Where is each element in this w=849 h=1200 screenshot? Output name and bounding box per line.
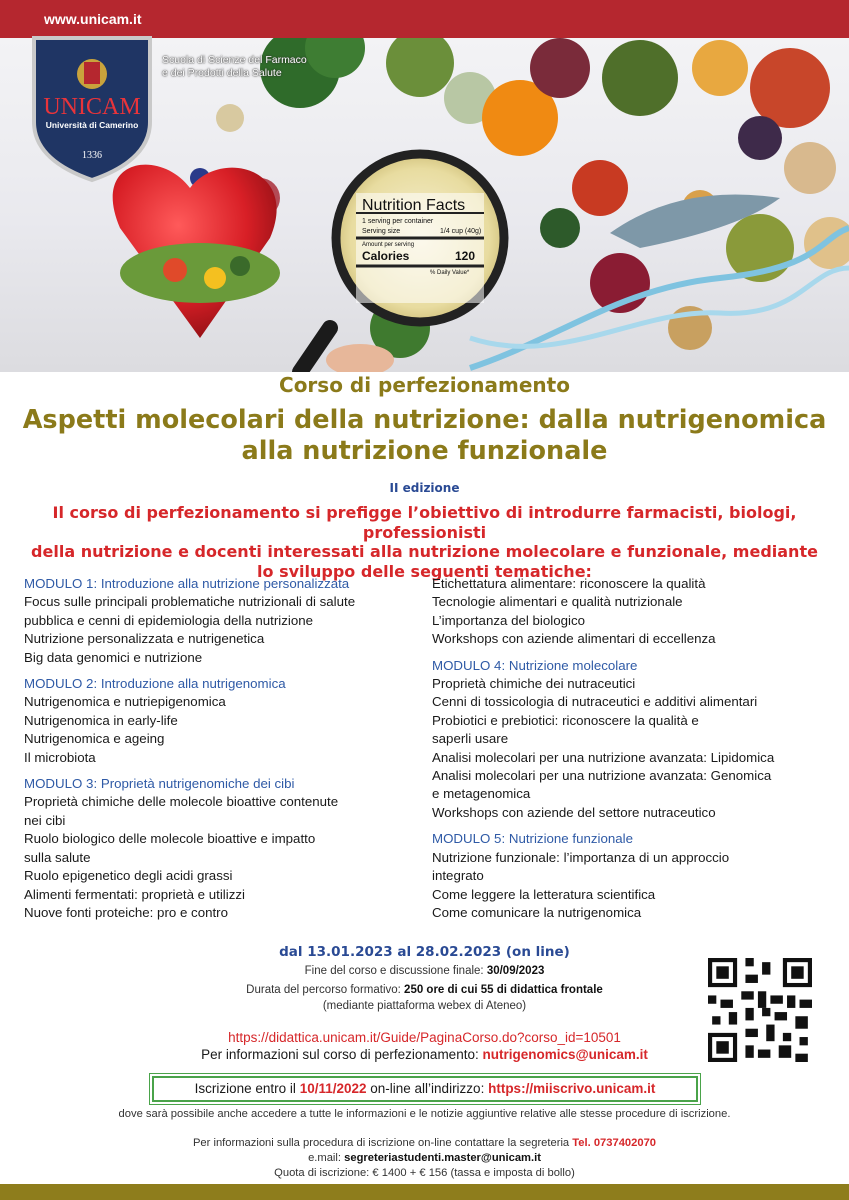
grapefruit-shape [750,48,830,128]
course-url-link[interactable]: https://didattica.unicam.it/Guide/PaginaCorso.do?corso_id=10501 [228,1030,621,1045]
module-topic: saperli usare [432,731,509,747]
unicam-logo[interactable] [30,34,154,184]
module-topic: Probiotici e prebiotici: riconoscere la qualità e [432,712,699,728]
course-title: Aspetti molecolari della nutrizione: dalla nutrigenomica alla nutrizione funzionale [22,405,827,466]
end-date-line: Fine del corso e discussione finale: 30/09/2023 [304,965,545,977]
course-kicker: Corso di perfezionamento [279,373,570,397]
svg-text:Serving size: Serving size [362,228,401,235]
course-email-link[interactable]: nutrigenomics@unicam.it [482,1047,648,1062]
module-title: MODULO 3: Proprietà nutrigenomiche dei cibi [24,776,295,792]
svg-text:Calories: Calories [362,249,410,263]
module-title: MODULO 4: Nutrizione molecolare [432,657,638,673]
course-intro: Il corso di perfezionamento si prefigge l’obiettivo di introdurre farmacisti, biologi, professionisti della nutrizione e docenti interessati alla nutrizione molecolare e funzionale, mediante lo sviluppo delle seguenti tematiche: [31,503,818,581]
module-topic: Etichettatura alimentare: riconoscere la qualità [432,576,706,591]
svg-text:1336: 1336 [82,150,102,161]
enroll-deadline: 10/11/2022 [299,1081,367,1096]
module-topic: nei cibi [24,812,66,828]
module-topic: integrato [432,868,484,884]
email-line: e.mail: segreteriastudenti.master@unicam.it [308,1152,541,1164]
artichoke-shape [386,38,454,97]
svg-text:UNICAM: UNICAM [43,94,141,120]
tomato-shape [572,160,628,216]
enrollment-banner: Iscrizione entro il 10/11/2022 on-line all’indirizzo: https://miiscrivo.unicam.it [152,1076,698,1102]
module-title: MODULO 2: Introduzione alla nutrigenomica [24,676,286,692]
module-topic: Come leggere la letteratura scientifica [432,886,656,902]
module-topic: Proprietà chimiche dei nutraceutici [432,676,636,692]
svg-text:Amount per serving: Amount per serving [362,242,415,248]
course-dates: dal 13.01.2023 al 28.02.2023 (on line) [279,944,570,960]
enroll-url-link[interactable]: https://miiscrivo.unicam.it [488,1081,656,1096]
module-topic: Nutrizione funzionale: l’importanza di un approccio [432,849,730,865]
modules-right-column [432,575,832,922]
platform-line: (mediante piattaforma webex di Ateneo) [322,1000,527,1012]
module-topic: pubblica e cenni di epidemiologia della nutrizione [24,612,314,628]
module-topic: Big data genomici e nutrizione [24,649,203,665]
magnifier-handle [300,328,330,372]
secretary-line: Per informazioni sulla procedura di iscrizione on-line contattare la segreteria Tel. 0737402070 [192,1137,657,1149]
module-topic: Nutrigenomica in early-life [24,712,178,728]
module-topic: Workshops con aziende del settore nutraceutico [432,804,716,820]
secretary-email-link[interactable]: segreteriastudenti.master@unicam.it [344,1152,541,1164]
module-topic: Il microbiota [24,749,96,765]
svg-text:120: 120 [455,249,476,263]
svg-text:Università di Camerino: Università di Camerino [45,120,139,130]
module-topic: Nutrizione personalizzata e nutrigenetica [24,631,265,647]
fee-line: Quota di iscrizione: € 1400 + € 156 (tassa e imposta di bollo) [274,1167,575,1179]
qr-code-icon[interactable] [708,958,812,1062]
module-topic: Analisi molecolari per una nutrizione avanzata: Genomica [432,768,772,784]
website-link[interactable]: www.unicam.it [44,11,142,27]
duration-line: Durata del percorso formativo: 250 ore di cui 55 di didattica frontale [246,984,603,996]
module-topic: e metagenomica [432,786,531,802]
module-topic: Nuove fonti proteiche: pro e contro [24,904,229,920]
module-topic: Tecnologie alimentari e qualità nutrizionale [432,594,683,610]
module-title: MODULO 5: Nutrizione funzionale [432,831,634,847]
module-title: MODULO 1: Introduzione alla nutrizione personalizzata [24,576,350,591]
module-topic: Ruolo biologico delle molecole bioattive e impatto [24,831,316,847]
svg-text:% Daily Value*: % Daily Value* [430,270,470,276]
svg-text:1 serving per container: 1 serving per container [362,218,434,225]
secretary-phone-link[interactable]: Tel. 0737402070 [572,1137,657,1149]
module-topic: Proprietà chimiche delle molecole bioattive contenute [24,794,339,810]
edition-label: II edizione [389,481,460,495]
modules-left-column [24,575,419,922]
module-topic: Workshops con aziende alimentari di eccellenza [432,631,716,647]
nutrition-facts-title: Nutrition Facts [362,197,466,214]
faculty-name: Scuola di Scienze del Farmaco e dei Prodotti della Salute [162,54,307,79]
module-topic: Focus sulle principali problematiche nutrizionali di salute [24,594,356,610]
module-topic: Ruolo epigenetico degli acidi grassi [24,868,233,884]
enroll-note: dove sarà possibile anche accedere a tutte le informazioni e le notizie aggiuntive relative alle stesse procedure di iscrizione. [118,1108,731,1120]
module-topic: Analisi molecolari per una nutrizione avanzata: Lipidomica [432,749,775,765]
bottom-bar [0,1184,849,1200]
module-topic: Cenni di tossicologia di nutraceutici e additivi alimentari [432,694,758,710]
module-topic: Nutrigenomica e ageing [24,731,165,747]
svg-text:1/4 cup (40g): 1/4 cup (40g) [440,228,482,235]
module-topic: Alimenti fermentati: proprietà e utilizzi [24,886,245,902]
module-topic: sulla salute [24,849,91,865]
module-topic: Nutrigenomica e nutriepigenomica [24,694,226,710]
module-topic: L’importanza del biologico [432,612,586,628]
course-contact-line: Per informazioni sul corso di perfezionamento: nutrigenomics@unicam.it [201,1047,648,1062]
module-topic: Come comunicare la nutrigenomica [432,904,642,920]
